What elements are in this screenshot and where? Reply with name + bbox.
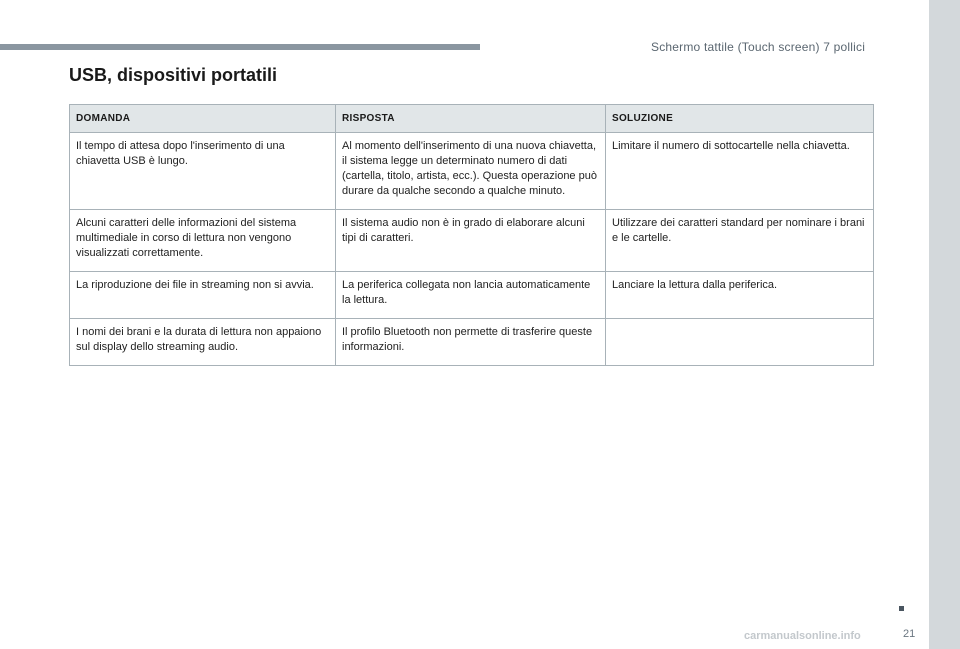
table-header-row [70, 105, 874, 133]
question-cell: Il tempo di attesa dopo l'inserimento di una chiavetta USB è lungo. [70, 133, 336, 210]
table-row [70, 210, 874, 272]
question-cell: I nomi dei brani e la durata di lettura non appaiono sul display dello streaming audio. [70, 319, 336, 366]
table-row [70, 133, 874, 210]
section-title: Schermo tattile (Touch screen) 7 pollici [651, 40, 866, 54]
faq-table [69, 104, 874, 366]
answer-cell: Il sistema audio non è in grado di elaborare alcuni tipi di caratteri. [336, 210, 606, 272]
solution-cell: Limitare il numero di sottocartelle nella chiavetta. [606, 133, 874, 210]
table-row [70, 319, 874, 366]
solution-cell: Utilizzare dei caratteri standard per nominare i brani e le cartelle. [606, 210, 874, 272]
watermark: carmanualsonline.info [744, 630, 861, 642]
question-cell: La riproduzione dei file in streaming non si avvia. [70, 272, 336, 319]
solution-cell: Lanciare la lettura dalla periferica. [606, 272, 874, 319]
answer-cell: La periferica collegata non lancia automaticamente la lettura. [336, 272, 606, 319]
column-header-soluzione: SOLUZIONE [606, 105, 874, 133]
column-header-risposta: RISPOSTA [336, 105, 606, 133]
answer-cell: Il profilo Bluetooth non permette di trasferire queste informazioni. [336, 319, 606, 366]
page-title: USB, dispositivi portatili [69, 65, 278, 85]
page-number: 21 [903, 628, 916, 640]
table-row [70, 272, 874, 319]
solution-cell [606, 319, 874, 366]
page-marker [899, 606, 904, 611]
question-cell: Alcuni caratteri delle informazioni del sistema multimediale in corso di lettura non vengono visualizzati correttamente. [70, 210, 336, 272]
column-header-domanda: DOMANDA [70, 105, 336, 133]
side-strip [929, 0, 960, 649]
answer-cell: Al momento dell'inserimento di una nuova chiavetta, il sistema legge un determinato numero di dati (cartella, titolo, artista, ecc.). Questa operazione può durare da qualche secondo a qualche minuto. [336, 133, 606, 210]
header-rule [0, 44, 480, 50]
